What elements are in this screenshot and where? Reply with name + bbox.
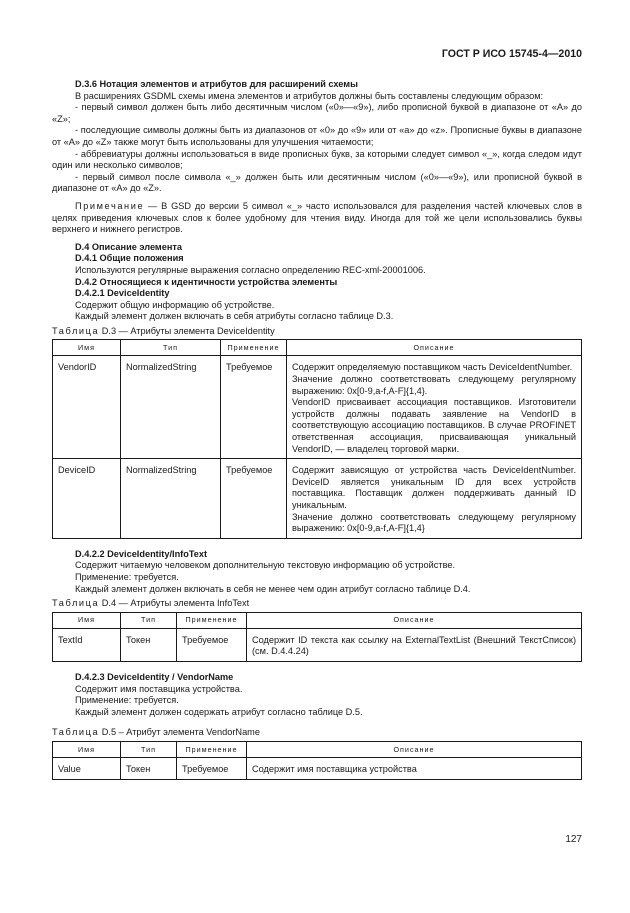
- table-caption-d3: Таблица D.3 — Атрибуты элемента DeviceIdentity: [52, 325, 275, 336]
- paragraph: Каждый элемент должен включать в себя не менее чем один атрибут согласно таблице D.4.: [75, 583, 471, 594]
- cell-description: Содержит зависящую от устройства часть DeviceIdentNumber. DeviceID является уникальным ID для всех устройств поставщика. Поставщик должен поддерживать данный ID уникальным. Значение должно соответствовать следующему регулярному выражению: 0x[0-9,a-f,A-F]{1,4}: [287, 459, 582, 539]
- table-caption-d4: Таблица D.4 — Атрибуты элемента InfoText: [52, 598, 250, 609]
- paragraph: Содержит имя поставщика устройства.: [75, 683, 243, 694]
- column-header: Описание: [247, 741, 582, 757]
- cell-usage: Требуемое: [177, 757, 247, 779]
- column-header: Имя: [53, 340, 121, 356]
- section-heading-d423: D.4.2.3 DeviceIdentity / VendorName: [75, 671, 234, 682]
- paragraph: Используются регулярные выражения согласно определению REC-xml-20001006.: [75, 264, 426, 275]
- cell-name: Value: [53, 757, 121, 779]
- column-header: Тип: [121, 340, 221, 356]
- cell-description: Содержит имя поставщика устройства: [247, 757, 582, 779]
- page-number: 127: [565, 834, 582, 845]
- column-header: Имя: [53, 741, 121, 757]
- cell-type: NormalizedString: [121, 459, 221, 539]
- table-row: [53, 459, 582, 539]
- table-header-row: [53, 340, 582, 356]
- column-header: Тип: [121, 612, 177, 628]
- paragraph: Содержит читаемую человеком дополнительную текстовую информацию об устройстве.: [75, 560, 456, 571]
- column-header: Описание: [287, 340, 582, 356]
- cell-description: Содержит определяемую поставщиком часть DeviceIdentNumber. Значение должно соответствовать следующему регулярному выражению: 0x[0-9,a-f,A-F]{1,4}. VendorID присваивает ассоциация поставщиков. Изготовители устройств должны подавать заявление на VendorID в соответствующую ассоциацию поставщиков. В случае PROFINET ответственная ассоциация, присваивающая уникальный VendorID, — владелец торговой марки.: [287, 356, 582, 459]
- column-header: Тип: [121, 741, 177, 757]
- list-item: - первый символ должен быть либо десятичным числом («0»—«9»), либо прописной буквой в диапазоне от «А» до «Z»;: [52, 102, 582, 124]
- section-heading-d421: D.4.2.1 DeviceIdentity: [75, 288, 170, 299]
- cell-name: VendorID: [53, 356, 121, 459]
- table-d4: [52, 612, 582, 662]
- column-header: Применение: [177, 741, 247, 757]
- cell-type: NormalizedString: [121, 356, 221, 459]
- table-d5: [52, 741, 582, 780]
- column-header: Описание: [247, 612, 582, 628]
- table-d3: [52, 339, 582, 538]
- paragraph: Содержит общую информацию об устройстве.: [75, 299, 275, 310]
- list-item: - первый символ после символа «_» должен быть или десятичным числом («0»—«9»), или прописной буквой в диапазоне от «А» до «Z».: [52, 171, 582, 194]
- note-label: Примечание: [75, 200, 145, 211]
- paragraph: В расширениях GSDML схемы имена элементов и атрибутов должны быть составлены следующим образом:: [75, 90, 544, 101]
- cell-description: Содержит ID текста как ссылку на ExternalTextList (Внешний ТекстСписок) (см. D.4.4.24): [247, 628, 582, 661]
- cell-type: Токен: [121, 757, 177, 779]
- cell-usage: Требуемое: [177, 628, 247, 661]
- section-heading-d36: D.3.6 Нотация элементов и атрибутов для расширений схемы: [75, 79, 358, 89]
- cell-name: TextId: [53, 628, 121, 661]
- section-heading-d42: D.4.2 Относящиеся к идентичности устройства элементы: [75, 276, 338, 287]
- page-content: [52, 79, 582, 790]
- column-header: Применение: [221, 340, 287, 356]
- paragraph: Применение: требуется.: [75, 695, 179, 706]
- list-item: - последующие символы должны быть из диапазонов от «0» до «9» или от «а» до «z». Прописные буквы в диапазоне от «А» до «Z» также могут быть использованы для улучшения читаемости;: [52, 125, 582, 147]
- note: [52, 201, 582, 236]
- section-heading-d422: D.4.2.2 DeviceIdentity/InfoText: [75, 548, 208, 559]
- section-heading-d41: D.4.1 Общие положения: [75, 253, 184, 264]
- table-row: [53, 628, 582, 661]
- paragraph: Каждый элемент должен включать в себя атрибуты согласно таблице D.3.: [75, 311, 394, 322]
- paragraph: Применение: требуется.: [75, 571, 179, 582]
- column-header: Применение: [177, 612, 247, 628]
- cell-type: Токен: [121, 628, 177, 661]
- paragraph: Каждый элемент должен содержать атрибут согласно таблице D.5.: [75, 706, 363, 717]
- note-text: — В GSD до версии 5 символ «_» часто использовался для разделения частей ключевых слов в целях приведения ключевых слов к более удобному для чтения виду. Иногда для той же цели использовались буквы верхнего и нижнего регистров.: [52, 200, 582, 235]
- column-header: Имя: [53, 612, 121, 628]
- cell-name: DeviceID: [53, 459, 121, 539]
- table-row: [53, 356, 582, 459]
- standard-header: ГОСТ Р ИСО 15745-4—2010: [441, 48, 582, 60]
- cell-usage: Требуемое: [221, 356, 287, 459]
- list-item: - аббревиатуры должны использоваться в виде прописных букв, за которыми следует символ «_», когда следом идут один или несколько символов;: [52, 148, 582, 171]
- table-row: [53, 757, 582, 779]
- table-caption-d5: Таблица D.5 – Атрибут элемента VendorName: [52, 727, 260, 738]
- table-header-row: [53, 741, 582, 757]
- section-heading-d4: D.4 Описание элемента: [75, 241, 182, 252]
- cell-usage: Требуемое: [221, 459, 287, 539]
- table-header-row: [53, 612, 582, 628]
